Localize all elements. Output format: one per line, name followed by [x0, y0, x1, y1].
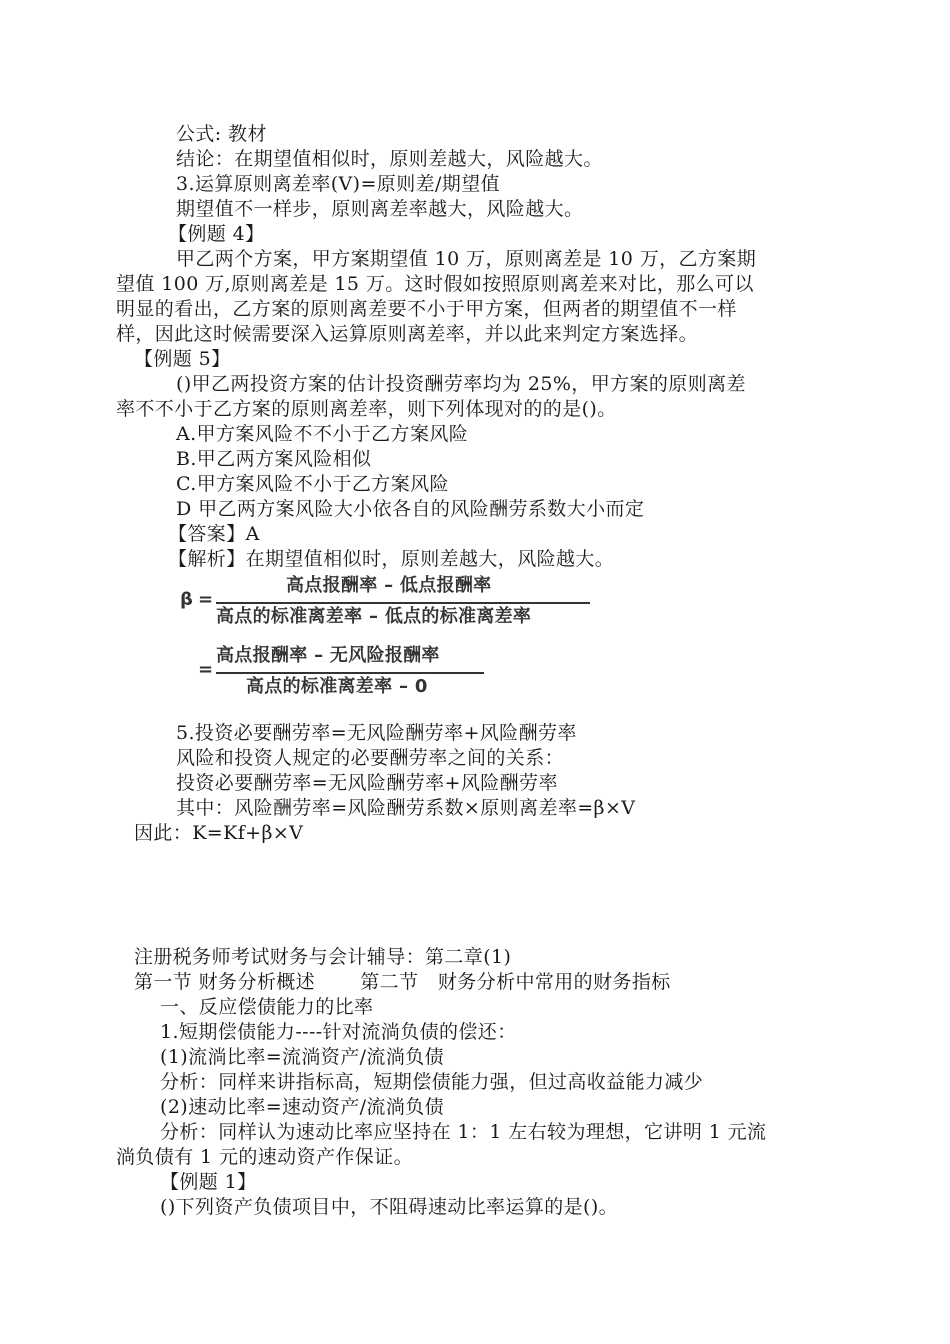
- section-2-title: 注册税务师考试财务与会计辅导：第二章(1): [134, 946, 512, 968]
- item-3: 3.运算原则离差率(V)=原则差/期望值: [176, 173, 500, 195]
- fraction-bar-2: [216, 672, 484, 674]
- where-text: 其中：风险酬劳率=风险酬劳系数×原则离差率=β×V: [176, 797, 636, 819]
- denominator-2: 高点的标准离差率 – 0: [246, 676, 428, 697]
- example-1-title: 【例题 1】: [160, 1171, 257, 1193]
- fraction-bar-1: [216, 602, 590, 604]
- equals-sign-1: =: [198, 589, 214, 610]
- example-4-line-4: 样，因此这时候需要深入运算原则离差率，并以此来判定方案选择。: [116, 323, 699, 345]
- example-5-question-2: 率不不小于乙方案的原则离差率，则下列体现对的的是()。: [116, 398, 617, 420]
- relation-text: 风险和投资人规定的必要酬劳率之间的关系：: [176, 747, 565, 769]
- conclusion-text: 结论：在期望值相似时，原则差越大，风险越大。: [176, 148, 603, 170]
- numerator-1: 高点报酬率 – 低点报酬率: [286, 575, 492, 596]
- example-4-line-2: 望值 100 万,原则离差是 15 万。这时假如按照原则离差来对比，那么可以: [116, 273, 754, 295]
- numerator-2: 高点报酬率 – 无风险报酬率: [216, 645, 440, 666]
- example-5-title: 【例题 5】: [134, 348, 231, 370]
- example-1-question: ()下列资产负债项目中，不阻碍速动比率运算的是()。: [160, 1196, 619, 1218]
- item-3-note: 期望值不一样步，原则离差率越大，风险越大。: [176, 198, 584, 220]
- item-5: 5.投资必要酬劳率=无风险酬劳率+风险酬劳率: [176, 722, 577, 744]
- example-5-question-1: ()甲乙两投资方案的估计投资酬劳率均为 25%，甲方案的原则离差: [176, 373, 746, 395]
- ratio-2: (2)速动比率=速动资产/流淌负债: [160, 1096, 445, 1118]
- therefore-text: 因此：K=Kf+β×V: [134, 822, 304, 844]
- ratio-1: (1)流淌比率=流淌资产/流淌负债: [160, 1046, 445, 1068]
- section-2-subtitle: 第一节 财务分析概述 第二节 财务分析中常用的财务指标: [134, 971, 671, 993]
- denominator-1: 高点的标准离差率 – 低点的标准离差率: [216, 606, 532, 627]
- beta-formula: [176, 575, 606, 705]
- item-1: 1.短期偿债能力----针对流淌负债的偿还：: [160, 1021, 517, 1043]
- relation-formula: 投资必要酬劳率=无风险酬劳率+风险酬劳率: [176, 772, 558, 794]
- option-b: B.甲乙两方案风险相似: [176, 448, 372, 470]
- equals-sign-2: =: [198, 659, 214, 680]
- example-4-line-3: 明显的看出，乙方案的原则离差要不小于甲方案，但两者的期望值不一样: [116, 298, 737, 320]
- option-c: C.甲方案风险不小于乙方案风险: [176, 473, 449, 495]
- answer: 【答案】A: [168, 523, 260, 545]
- ratio-2-analysis-2: 淌负债有 1 元的速动资产作保证。: [116, 1146, 413, 1168]
- option-d: D 甲乙两方案风险大小依各自的风险酬劳系数大小而定: [176, 498, 645, 520]
- heading-1: 一、反应偿债能力的比率: [160, 996, 374, 1018]
- analysis: 【解析】在期望值相似时，原则差越大，风险越大。: [168, 548, 615, 570]
- beta-symbol: β: [180, 589, 194, 610]
- example-4-line-1: 甲乙两个方案，甲方案期望值 10 万，原则离差是 10 万，乙方案期: [176, 248, 757, 270]
- option-a: A.甲方案风险不不小于乙方案风险: [176, 423, 469, 445]
- ratio-1-analysis: 分析：同样来讲指标高，短期偿债能力强，但过高收益能力减少: [160, 1071, 704, 1093]
- example-4-title: 【例题 4】: [168, 223, 265, 245]
- formula-label: 公式: 教材: [176, 123, 267, 145]
- ratio-2-analysis-1: 分析：同样认为速动比率应坚持在 1：1 左右较为理想，它讲明 1 元流: [160, 1121, 767, 1143]
